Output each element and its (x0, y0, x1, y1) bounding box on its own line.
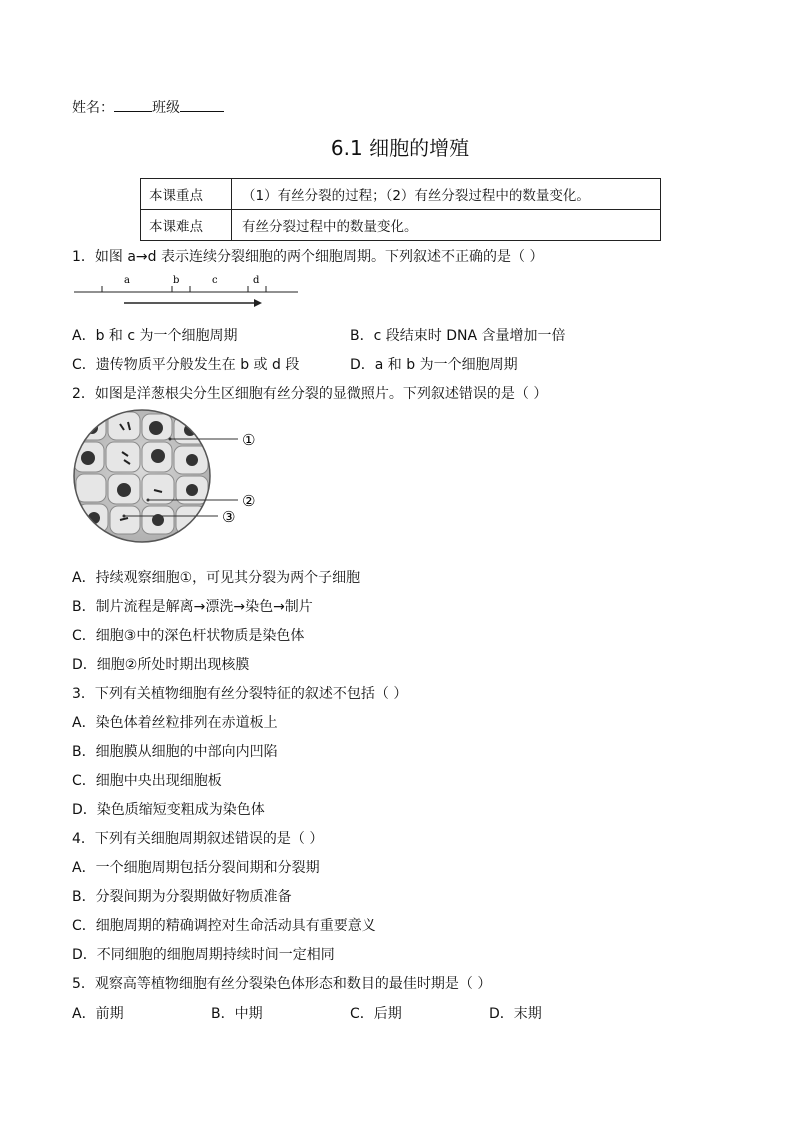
q4-option-b[interactable]: B．分裂间期为分裂期做好物质准备 (72, 889, 292, 905)
cell-label-1: ① (242, 431, 256, 449)
question-3-stem: 3．下列有关植物细胞有丝分裂特征的叙述不包括（ ） (72, 686, 408, 702)
table-row (141, 179, 661, 210)
segment-label-b: b (173, 275, 180, 286)
q3-option-a[interactable]: A．染色体着丝粒排列在赤道板上 (72, 715, 278, 731)
q5-option-d[interactable]: D．末期 (489, 1006, 542, 1022)
q4-option-c[interactable]: C．细胞周期的精确调控对生命活动具有重要意义 (72, 918, 376, 934)
question-5-stem: 5．观察高等植物细胞有丝分裂染色体形态和数目的最佳时期是（ ） (72, 976, 492, 992)
table-row (141, 210, 661, 241)
name-label: 姓名： (72, 100, 114, 116)
q3-option-c[interactable]: C．细胞中央出现细胞板 (72, 773, 222, 789)
key-points-value: （1）有丝分裂的过程；（2）有丝分裂过程中的数量变化。 (232, 179, 661, 210)
page-title: 6.1 细胞的增殖 (330, 136, 470, 160)
q2-option-d[interactable]: D．细胞②所处时期出现核膜 (72, 657, 250, 673)
name-blank[interactable] (114, 99, 152, 112)
q1-option-a[interactable]: A．b 和 c 为一个细胞周期 (72, 328, 238, 344)
q2-option-a[interactable]: A．持续观察细胞①，可见其分裂为两个子细胞 (72, 570, 361, 586)
class-label: 班级 (152, 100, 180, 116)
q2-option-b[interactable]: B．制片流程是解离→漂洗→染色→制片 (72, 599, 313, 615)
q4-option-a[interactable]: A．一个细胞周期包括分裂间期和分裂期 (72, 860, 320, 876)
segment-label-d: d (253, 275, 260, 286)
q1-option-c[interactable]: C．遗传物质平分般发生在 b 或 d 段 (72, 357, 300, 373)
question-2-stem: 2．如图是洋葱根尖分生区细胞有丝分裂的显微照片。下列叙述错误的是（ ） (72, 386, 548, 402)
cell-label-3: ③ (222, 508, 236, 526)
difficulty-value: 有丝分裂过程中的数量变化。 (232, 210, 661, 241)
key-points-table (140, 178, 661, 241)
q5-option-c[interactable]: C．后期 (350, 1006, 402, 1022)
segment-label-a: a (124, 275, 130, 286)
onion-root-tip-micrograph (72, 408, 272, 548)
q4-option-d[interactable]: D．不同细胞的细胞周期持续时间一定相同 (72, 947, 335, 963)
q3-option-d[interactable]: D．染色质缩短变粗成为染色体 (72, 802, 265, 818)
class-blank[interactable] (180, 99, 224, 112)
q5-option-a[interactable]: A．前期 (72, 1006, 124, 1022)
q1-option-d[interactable]: D．a 和 b 为一个细胞周期 (350, 357, 518, 373)
cell-cycle-line-figure (72, 268, 302, 312)
question-4-stem: 4．下列有关细胞周期叙述错误的是（ ） (72, 831, 324, 847)
key-points-label: 本课重点 (141, 179, 232, 210)
q5-option-b[interactable]: B．中期 (211, 1006, 263, 1022)
student-info-line (72, 97, 224, 117)
q2-option-c[interactable]: C．细胞③中的深色杆状物质是染色体 (72, 628, 305, 644)
question-1-stem: 1．如图 a→d 表示连续分裂细胞的两个细胞周期。下列叙述不正确的是（ ） (72, 249, 544, 265)
difficulty-label: 本课难点 (141, 210, 232, 241)
q3-option-b[interactable]: B．细胞膜从细胞的中部向内凹陷 (72, 744, 278, 760)
segment-label-c: c (212, 275, 218, 286)
q1-option-b[interactable]: B．c 段结束时 DNA 含量增加一倍 (350, 328, 566, 344)
cell-label-2: ② (242, 492, 256, 510)
